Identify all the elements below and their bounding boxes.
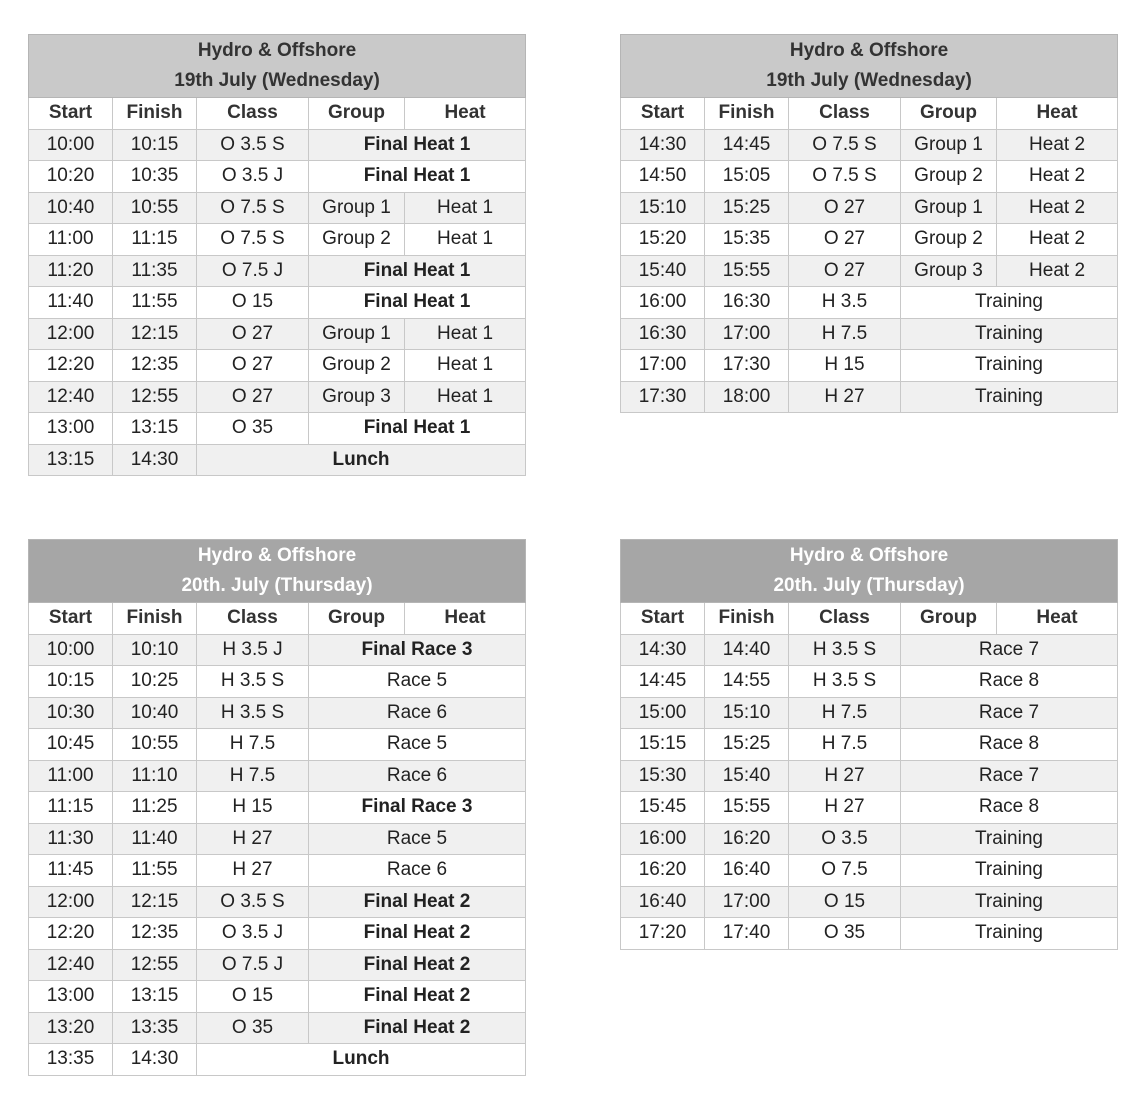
cell-finish-time: 16:30 xyxy=(705,287,789,319)
cell-finish-time: 15:10 xyxy=(705,697,789,729)
table-title xyxy=(29,35,526,98)
cell-start-time: 16:00 xyxy=(621,287,705,319)
table-row xyxy=(621,823,1118,855)
cell-class: O 3.5 J xyxy=(197,161,309,193)
cell-finish-time: 10:25 xyxy=(113,666,197,698)
cell-finish-time: 12:55 xyxy=(113,381,197,413)
cell-start-time: 10:45 xyxy=(29,729,113,761)
cell-finish-time: 15:55 xyxy=(705,255,789,287)
cell-start-time: 17:20 xyxy=(621,918,705,950)
cell-class: O 35 xyxy=(197,1012,309,1044)
cell-start-time: 11:20 xyxy=(29,255,113,287)
cell-event: Final Heat 2 xyxy=(309,981,526,1013)
table-row xyxy=(29,918,526,950)
cell-group: Group 3 xyxy=(309,381,405,413)
table-row xyxy=(621,697,1118,729)
cell-heat: Heat 1 xyxy=(405,318,526,350)
cell-class: H 3.5 S xyxy=(789,634,901,666)
cell-event: Race 7 xyxy=(901,697,1118,729)
cell-event: Training xyxy=(901,350,1118,382)
cell-start-time: 12:40 xyxy=(29,381,113,413)
cell-class: H 3.5 S xyxy=(789,666,901,698)
column-header-heat: Heat xyxy=(997,603,1118,635)
cell-class: H 3.5 xyxy=(789,287,901,319)
cell-start-time: 17:30 xyxy=(621,381,705,413)
cell-event: Race 6 xyxy=(309,855,526,887)
cell-class: O 7.5 xyxy=(789,855,901,887)
cell-finish-time: 11:55 xyxy=(113,855,197,887)
cell-class: O 3.5 xyxy=(789,823,901,855)
cell-finish-time: 11:55 xyxy=(113,287,197,319)
cell-heat: Heat 2 xyxy=(997,255,1118,287)
cell-heat: Heat 2 xyxy=(997,129,1118,161)
schedule-table-thu-morning xyxy=(28,539,526,1076)
cell-start-time: 10:00 xyxy=(29,129,113,161)
cell-event: Training xyxy=(901,855,1118,887)
cell-finish-time: 17:30 xyxy=(705,350,789,382)
cell-class: H 15 xyxy=(197,792,309,824)
cell-start-time: 11:00 xyxy=(29,224,113,256)
cell-event: Race 8 xyxy=(901,792,1118,824)
cell-group: Group 2 xyxy=(901,161,997,193)
cell-event: Training xyxy=(901,823,1118,855)
cell-finish-time: 15:55 xyxy=(705,792,789,824)
cell-finish-time: 11:40 xyxy=(113,823,197,855)
cell-heat: Heat 2 xyxy=(997,192,1118,224)
table-row xyxy=(29,381,526,413)
table-row xyxy=(29,318,526,350)
cell-finish-time: 10:15 xyxy=(113,129,197,161)
table-row xyxy=(29,634,526,666)
cell-class: O 15 xyxy=(789,886,901,918)
cell-start-time: 12:20 xyxy=(29,918,113,950)
table-row xyxy=(621,318,1118,350)
cell-start-time: 11:45 xyxy=(29,855,113,887)
cell-finish-time: 15:25 xyxy=(705,192,789,224)
column-header-finish: Finish xyxy=(705,603,789,635)
cell-start-time: 10:00 xyxy=(29,634,113,666)
table-row xyxy=(621,255,1118,287)
cell-class: H 27 xyxy=(789,760,901,792)
cell-event: Race 7 xyxy=(901,634,1118,666)
cell-class: O 3.5 S xyxy=(197,886,309,918)
cell-event: Race 8 xyxy=(901,666,1118,698)
table-row xyxy=(29,161,526,193)
cell-heat: Heat 2 xyxy=(997,224,1118,256)
table-row xyxy=(29,886,526,918)
cell-start-time: 11:40 xyxy=(29,287,113,319)
column-header-group: Group xyxy=(901,603,997,635)
cell-start-time: 12:20 xyxy=(29,350,113,382)
cell-event: Training xyxy=(901,381,1118,413)
table-row xyxy=(621,129,1118,161)
table-title-text: Hydro & Offshore xyxy=(789,545,949,566)
cell-heat: Heat 1 xyxy=(405,192,526,224)
cell-start-time: 15:20 xyxy=(621,224,705,256)
cell-start-time: 11:15 xyxy=(29,792,113,824)
column-header-heat: Heat xyxy=(405,98,526,130)
cell-start-time: 10:15 xyxy=(29,666,113,698)
cell-class: H 7.5 xyxy=(789,318,901,350)
cell-start-time: 11:00 xyxy=(29,760,113,792)
cell-lunch-break: Lunch xyxy=(197,1044,526,1076)
cell-event: Race 6 xyxy=(309,760,526,792)
cell-finish-time: 15:05 xyxy=(705,161,789,193)
cell-group: Group 1 xyxy=(309,318,405,350)
cell-start-time: 10:20 xyxy=(29,161,113,193)
cell-event: Race 7 xyxy=(901,760,1118,792)
cell-event: Final Heat 2 xyxy=(309,918,526,950)
cell-finish-time: 12:55 xyxy=(113,949,197,981)
cell-finish-time: 13:35 xyxy=(113,1012,197,1044)
cell-finish-time: 12:35 xyxy=(113,350,197,382)
table-row xyxy=(29,697,526,729)
cell-heat: Heat 2 xyxy=(997,161,1118,193)
cell-group: Group 2 xyxy=(901,224,997,256)
cell-class: H 27 xyxy=(789,792,901,824)
cell-start-time: 13:00 xyxy=(29,981,113,1013)
table-row xyxy=(29,129,526,161)
column-header-class: Class xyxy=(197,603,309,635)
cell-finish-time: 14:45 xyxy=(705,129,789,161)
cell-start-time: 16:00 xyxy=(621,823,705,855)
table-row xyxy=(29,413,526,445)
table-row xyxy=(621,350,1118,382)
table-title-text: Hydro & Offshore xyxy=(197,545,357,566)
cell-heat: Heat 1 xyxy=(405,224,526,256)
column-header-finish: Finish xyxy=(113,98,197,130)
cell-start-time: 10:40 xyxy=(29,192,113,224)
cell-event: Final Heat 1 xyxy=(309,129,526,161)
table-subtitle-date: 19th July (Wednesday) xyxy=(174,70,380,91)
schedule-table-thu-afternoon xyxy=(620,539,1118,950)
cell-event: Training xyxy=(901,318,1118,350)
column-header-start: Start xyxy=(621,603,705,635)
cell-class: O 7.5 S xyxy=(197,192,309,224)
table-row xyxy=(29,1012,526,1044)
cell-start-time: 13:20 xyxy=(29,1012,113,1044)
table-row xyxy=(29,729,526,761)
cell-finish-time: 10:10 xyxy=(113,634,197,666)
cell-finish-time: 13:15 xyxy=(113,981,197,1013)
cell-heat: Heat 1 xyxy=(405,350,526,382)
column-header-group: Group xyxy=(309,98,405,130)
cell-start-time: 14:50 xyxy=(621,161,705,193)
table-row xyxy=(29,1044,526,1076)
cell-start-time: 15:30 xyxy=(621,760,705,792)
cell-finish-time: 10:35 xyxy=(113,161,197,193)
cell-start-time: 17:00 xyxy=(621,350,705,382)
cell-finish-time: 12:15 xyxy=(113,886,197,918)
cell-event: Final Heat 2 xyxy=(309,886,526,918)
cell-heat: Heat 1 xyxy=(405,381,526,413)
cell-finish-time: 12:35 xyxy=(113,918,197,950)
cell-finish-time: 15:40 xyxy=(705,760,789,792)
cell-finish-time: 10:55 xyxy=(113,729,197,761)
cell-group: Group 2 xyxy=(309,224,405,256)
table-row xyxy=(621,192,1118,224)
table-row xyxy=(621,634,1118,666)
cell-class: O 7.5 S xyxy=(789,161,901,193)
cell-class: O 35 xyxy=(789,918,901,950)
table-row xyxy=(29,855,526,887)
cell-start-time: 13:15 xyxy=(29,444,113,476)
cell-start-time: 15:40 xyxy=(621,255,705,287)
cell-class: O 7.5 J xyxy=(197,255,309,287)
cell-group: Group 1 xyxy=(901,192,997,224)
table-row xyxy=(621,855,1118,887)
cell-start-time: 12:00 xyxy=(29,318,113,350)
cell-event: Race 5 xyxy=(309,823,526,855)
cell-class: H 7.5 xyxy=(197,729,309,761)
cell-event: Final Heat 1 xyxy=(309,255,526,287)
cell-start-time: 13:00 xyxy=(29,413,113,445)
cell-finish-time: 16:40 xyxy=(705,855,789,887)
cell-finish-time: 11:15 xyxy=(113,224,197,256)
table-row xyxy=(29,792,526,824)
cell-start-time: 15:15 xyxy=(621,729,705,761)
cell-event: Final Heat 1 xyxy=(309,161,526,193)
column-header-finish: Finish xyxy=(705,98,789,130)
column-header-class: Class xyxy=(197,98,309,130)
table-subtitle-date: 20th. July (Thursday) xyxy=(181,575,373,596)
table-row xyxy=(29,760,526,792)
cell-class: H 3.5 J xyxy=(197,634,309,666)
cell-start-time: 16:30 xyxy=(621,318,705,350)
cell-finish-time: 17:40 xyxy=(705,918,789,950)
cell-start-time: 10:30 xyxy=(29,697,113,729)
cell-class: O 3.5 J xyxy=(197,918,309,950)
table-row xyxy=(621,287,1118,319)
cell-group: Group 3 xyxy=(901,255,997,287)
cell-event: Final Heat 2 xyxy=(309,949,526,981)
table-row xyxy=(621,381,1118,413)
cell-class: H 15 xyxy=(789,350,901,382)
cell-class: O 7.5 S xyxy=(789,129,901,161)
cell-start-time: 16:20 xyxy=(621,855,705,887)
cell-start-time: 12:00 xyxy=(29,886,113,918)
column-header-class: Class xyxy=(789,98,901,130)
cell-finish-time: 11:25 xyxy=(113,792,197,824)
cell-class: H 7.5 xyxy=(789,697,901,729)
column-header-start: Start xyxy=(29,98,113,130)
table-row xyxy=(621,729,1118,761)
cell-finish-time: 17:00 xyxy=(705,886,789,918)
column-header-group: Group xyxy=(901,98,997,130)
cell-finish-time: 13:15 xyxy=(113,413,197,445)
cell-event: Final Race 3 xyxy=(309,634,526,666)
cell-finish-time: 14:40 xyxy=(705,634,789,666)
column-header-start: Start xyxy=(621,98,705,130)
cell-class: O 7.5 S xyxy=(197,224,309,256)
column-header-class: Class xyxy=(789,603,901,635)
cell-class: O 3.5 S xyxy=(197,129,309,161)
cell-class: H 27 xyxy=(197,855,309,887)
table-subtitle-date: 19th July (Wednesday) xyxy=(766,70,972,91)
cell-class: H 27 xyxy=(789,381,901,413)
table-row xyxy=(621,792,1118,824)
table-title-text: Hydro & Offshore xyxy=(789,40,949,61)
table-row xyxy=(29,224,526,256)
cell-finish-time: 11:10 xyxy=(113,760,197,792)
table-row xyxy=(621,760,1118,792)
column-header-start: Start xyxy=(29,603,113,635)
cell-event: Training xyxy=(901,886,1118,918)
cell-start-time: 15:10 xyxy=(621,192,705,224)
table-row xyxy=(29,350,526,382)
cell-group: Group 1 xyxy=(309,192,405,224)
cell-class: O 35 xyxy=(197,413,309,445)
cell-finish-time: 14:55 xyxy=(705,666,789,698)
column-header-heat: Heat xyxy=(405,603,526,635)
cell-finish-time: 12:15 xyxy=(113,318,197,350)
cell-class: O 15 xyxy=(197,287,309,319)
table-subtitle-date: 20th. July (Thursday) xyxy=(773,575,965,596)
cell-finish-time: 14:30 xyxy=(113,444,197,476)
cell-class: O 7.5 J xyxy=(197,949,309,981)
cell-event: Race 8 xyxy=(901,729,1118,761)
cell-event: Final Heat 1 xyxy=(309,287,526,319)
table-row xyxy=(29,192,526,224)
cell-finish-time: 10:55 xyxy=(113,192,197,224)
cell-event: Race 6 xyxy=(309,697,526,729)
table-row xyxy=(29,444,526,476)
cell-class: H 7.5 xyxy=(789,729,901,761)
cell-start-time: 14:45 xyxy=(621,666,705,698)
cell-event: Training xyxy=(901,287,1118,319)
cell-group: Group 1 xyxy=(901,129,997,161)
table-row xyxy=(29,949,526,981)
cell-class: H 3.5 S xyxy=(197,666,309,698)
cell-start-time: 12:40 xyxy=(29,949,113,981)
table-row xyxy=(621,918,1118,950)
table-row xyxy=(621,886,1118,918)
cell-start-time: 13:35 xyxy=(29,1044,113,1076)
cell-start-time: 15:45 xyxy=(621,792,705,824)
table-title xyxy=(621,540,1118,603)
cell-class: O 27 xyxy=(789,224,901,256)
cell-start-time: 14:30 xyxy=(621,634,705,666)
cell-finish-time: 14:30 xyxy=(113,1044,197,1076)
cell-class: O 27 xyxy=(789,192,901,224)
cell-class: O 27 xyxy=(197,350,309,382)
cell-event: Final Heat 2 xyxy=(309,1012,526,1044)
cell-finish-time: 11:35 xyxy=(113,255,197,287)
cell-finish-time: 17:00 xyxy=(705,318,789,350)
cell-event: Race 5 xyxy=(309,729,526,761)
table-row xyxy=(29,981,526,1013)
table-title-text: Hydro & Offshore xyxy=(197,40,357,61)
cell-event: Final Race 3 xyxy=(309,792,526,824)
cell-event: Training xyxy=(901,918,1118,950)
schedule-table-wed-afternoon xyxy=(620,34,1118,413)
cell-class: H 27 xyxy=(197,823,309,855)
table-row xyxy=(621,224,1118,256)
column-header-group: Group xyxy=(309,603,405,635)
cell-start-time: 15:00 xyxy=(621,697,705,729)
cell-class: H 3.5 S xyxy=(197,697,309,729)
cell-event: Race 5 xyxy=(309,666,526,698)
table-title xyxy=(29,540,526,603)
cell-class: O 27 xyxy=(789,255,901,287)
cell-finish-time: 15:35 xyxy=(705,224,789,256)
table-row xyxy=(621,666,1118,698)
table-row xyxy=(621,161,1118,193)
cell-finish-time: 15:25 xyxy=(705,729,789,761)
table-row xyxy=(29,287,526,319)
cell-class: O 27 xyxy=(197,381,309,413)
schedule-table-wed-morning xyxy=(28,34,526,476)
column-header-heat: Heat xyxy=(997,98,1118,130)
column-header-finish: Finish xyxy=(113,603,197,635)
cell-start-time: 16:40 xyxy=(621,886,705,918)
table-title xyxy=(621,35,1118,98)
cell-finish-time: 18:00 xyxy=(705,381,789,413)
cell-class: H 7.5 xyxy=(197,760,309,792)
cell-finish-time: 16:20 xyxy=(705,823,789,855)
cell-finish-time: 10:40 xyxy=(113,697,197,729)
cell-group: Group 2 xyxy=(309,350,405,382)
cell-class: O 27 xyxy=(197,318,309,350)
cell-lunch-break: Lunch xyxy=(197,444,526,476)
cell-start-time: 11:30 xyxy=(29,823,113,855)
cell-start-time: 14:30 xyxy=(621,129,705,161)
table-row xyxy=(29,255,526,287)
cell-event: Final Heat 1 xyxy=(309,413,526,445)
table-row xyxy=(29,823,526,855)
table-row xyxy=(29,666,526,698)
cell-class: O 15 xyxy=(197,981,309,1013)
